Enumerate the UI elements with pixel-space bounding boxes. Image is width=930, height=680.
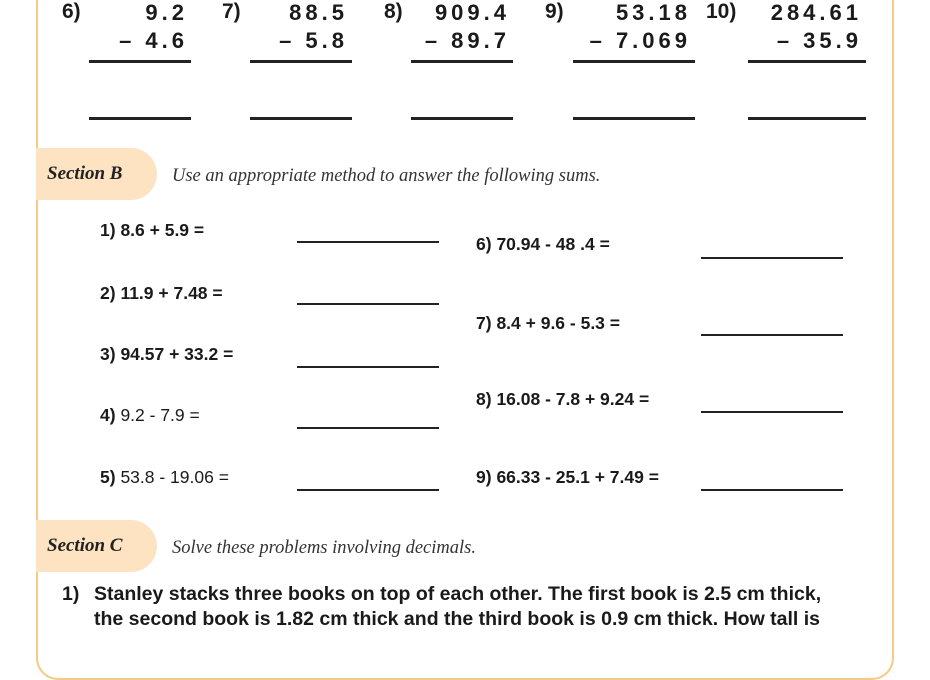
question-number: 9): [476, 467, 492, 487]
minuend: 88.5: [289, 0, 348, 25]
minuend: 909.4: [434, 0, 510, 25]
answer-line: [297, 241, 439, 243]
sum-question-2: [100, 283, 223, 304]
question-expression: 53.8 - 19.06 =: [120, 467, 229, 487]
answer-rule: [748, 60, 866, 63]
question-number: 2): [100, 283, 116, 303]
word-problem-line-2: the second book is 1.82 cm thick and the third book is 0.9 cm thick. How tall is: [94, 608, 821, 630]
answer-line: [250, 117, 352, 120]
minuend: 284.61: [770, 0, 862, 25]
question-number: 1): [62, 583, 80, 605]
answer-rule: [411, 60, 513, 63]
question-expression: 94.57 + 33.2 =: [120, 344, 234, 364]
sum-question-7: [476, 313, 620, 334]
answer-line: [89, 117, 191, 120]
section-b-tab: [36, 148, 157, 200]
question-number: 6): [476, 234, 492, 254]
word-problem-line-1: Stanley stacks three books on top of each other. The first book is 2.5 cm thick,: [94, 583, 822, 605]
worksheet-border: [36, 0, 894, 680]
section-c-tab: [36, 520, 157, 572]
sum-question-1: [100, 220, 204, 241]
problem-number: 7): [222, 0, 241, 23]
answer-line: [748, 117, 866, 120]
answer-rule: [89, 60, 191, 63]
sum-question-5: [100, 467, 229, 488]
answer-line: [701, 411, 843, 413]
question-number: 5): [100, 467, 116, 487]
subtrahend: – 35.9: [776, 28, 862, 53]
section-c-label: Section C: [47, 535, 123, 556]
question-number: 4): [100, 405, 116, 425]
question-expression: 8.4 + 9.6 - 5.3 =: [496, 313, 620, 333]
problem-number: 6): [62, 0, 81, 23]
answer-line: [701, 489, 843, 491]
sum-question-4: [100, 405, 200, 426]
subtrahend: – 89.7: [424, 28, 510, 53]
question-expression: 16.08 - 7.8 + 9.24 =: [496, 389, 650, 409]
answer-rule: [573, 60, 695, 63]
subtrahend: – 7.069: [589, 28, 691, 53]
question-expression: 70.94 - 48 .4 =: [496, 234, 610, 254]
answer-line: [297, 366, 439, 368]
section-b-instruction: Use an appropriate method to answer the following sums.: [172, 166, 601, 186]
answer-line: [701, 334, 843, 336]
question-number: 8): [476, 389, 492, 409]
subtrahend: – 4.6: [119, 28, 188, 53]
answer-line: [297, 427, 439, 429]
section-b-label: Section B: [47, 163, 123, 184]
question-expression: 8.6 + 5.9 =: [120, 220, 205, 240]
answer-line: [701, 257, 843, 259]
problem-number: 10): [706, 0, 737, 23]
subtrahend: – 5.8: [279, 28, 348, 53]
sum-question-3: [100, 344, 233, 365]
question-expression: 9.2 - 7.9 =: [120, 405, 200, 425]
minuend: 53.18: [615, 0, 691, 25]
answer-rule: [250, 60, 352, 63]
answer-line: [297, 489, 439, 491]
answer-line: [411, 117, 513, 120]
answer-line: [297, 303, 439, 305]
sum-question-6: [476, 234, 610, 255]
sum-question-9: [476, 467, 659, 488]
problem-number: 9): [545, 0, 564, 23]
question-number: 7): [476, 313, 492, 333]
question-expression: 11.9 + 7.48 =: [120, 283, 223, 303]
problem-number: 8): [384, 0, 403, 23]
sum-question-8: [476, 389, 649, 410]
section-c-instruction: Solve these problems involving decimals.: [172, 538, 476, 558]
question-expression: 66.33 - 25.1 + 7.49 =: [496, 467, 659, 487]
answer-line: [573, 117, 695, 120]
minuend: 9.2: [145, 0, 188, 25]
question-number: 3): [100, 344, 116, 364]
question-number: 1): [100, 220, 116, 240]
